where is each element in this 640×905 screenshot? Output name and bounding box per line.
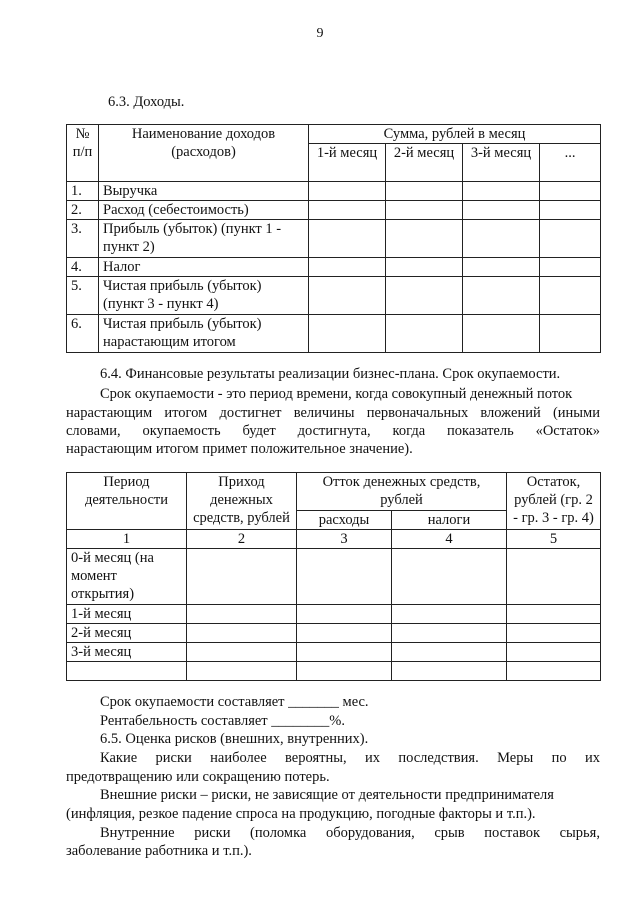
table-row (67, 315, 601, 353)
input-cell[interactable] (187, 549, 297, 605)
header-taxes: налоги (392, 511, 507, 530)
row-number: 2. (67, 201, 99, 220)
input-cell[interactable] (309, 277, 386, 315)
column-number: 1 (67, 530, 187, 549)
table-row (67, 643, 601, 662)
input-cell[interactable] (507, 643, 601, 662)
payback-definition-line-4: нарастающим итогом примет положительное значение). (66, 441, 413, 457)
header-month-1: 1-й месяц (309, 144, 386, 182)
section-6-3-heading: 6.3. Доходы. (108, 94, 185, 110)
header-balance: Остаток, рублей (гр. 2 - гр. 3 - гр. 4) (507, 473, 601, 530)
input-cell[interactable] (297, 643, 392, 662)
input-cell[interactable] (187, 662, 297, 681)
column-number: 5 (507, 530, 601, 549)
row-number: 4. (67, 258, 99, 277)
row-label (67, 662, 187, 681)
cashflow-table (66, 472, 601, 681)
input-cell[interactable] (507, 605, 601, 624)
input-cell[interactable] (463, 277, 540, 315)
payback-definition-line-3: словами, окупаемость будет достигнута, когда показатель «Остаток» (66, 423, 600, 439)
input-cell[interactable] (392, 662, 507, 681)
input-cell[interactable] (392, 624, 507, 643)
input-cell[interactable] (463, 315, 540, 353)
input-cell[interactable] (386, 201, 463, 220)
input-cell[interactable] (297, 624, 392, 643)
profitability-line: Рентабельность составляет ________%. (100, 713, 345, 729)
header-outflow: Отток денежных средств, рублей (297, 473, 507, 511)
row-number: 5. (67, 277, 99, 315)
row-number: 1. (67, 182, 99, 201)
input-cell[interactable] (386, 258, 463, 277)
input-cell[interactable] (297, 662, 392, 681)
table-row (67, 258, 601, 277)
input-cell[interactable] (392, 643, 507, 662)
input-cell[interactable] (540, 182, 601, 201)
row-label: Налог (99, 258, 309, 277)
input-cell[interactable] (540, 258, 601, 277)
input-cell[interactable] (187, 605, 297, 624)
input-cell[interactable] (386, 220, 463, 258)
input-cell[interactable] (507, 624, 601, 643)
column-number: 2 (187, 530, 297, 549)
input-cell[interactable] (309, 220, 386, 258)
table-row (67, 549, 601, 605)
header-month-3: 3-й месяц (463, 144, 540, 182)
input-cell[interactable] (463, 220, 540, 258)
input-cell[interactable] (392, 605, 507, 624)
header-income-name: Наименование доходов (расходов) (99, 125, 309, 182)
row-label: Выручка (99, 182, 309, 201)
input-cell[interactable] (392, 549, 507, 605)
table-row (67, 662, 601, 681)
input-cell[interactable] (309, 315, 386, 353)
input-cell[interactable] (463, 182, 540, 201)
header-sum-per-month: Сумма, рублей в месяц (309, 125, 601, 144)
external-risks-line-1: Внешние риски – риски, не зависящие от деятельности предпринимателя (100, 787, 554, 803)
input-cell[interactable] (297, 605, 392, 624)
row-label: Чистая прибыль (убыток) (пункт 3 - пункт 4) (99, 277, 309, 315)
header-number: № п/п (67, 125, 99, 182)
internal-risks-line-2: заболевание работника и т.п.). (66, 843, 252, 859)
input-cell[interactable] (309, 182, 386, 201)
income-table (66, 124, 601, 353)
input-cell[interactable] (297, 549, 392, 605)
payback-definition-line-2: нарастающим итогом достигнет величины первоначальных вложений (иными (66, 405, 600, 421)
risks-paragraph-line-1: Какие риски наиболее вероятны, их последствия. Меры по их (100, 750, 600, 766)
input-cell[interactable] (309, 201, 386, 220)
header-income: Приход денежных средств, рублей (187, 473, 297, 530)
row-label: 2-й месяц (67, 624, 187, 643)
input-cell[interactable] (540, 277, 601, 315)
header-expenses: расходы (297, 511, 392, 530)
row-label: 3-й месяц (67, 643, 187, 662)
row-label: Прибыль (убыток) (пункт 1 - пункт 2) (99, 220, 309, 258)
input-cell[interactable] (187, 624, 297, 643)
header-month-more: ... (540, 144, 601, 182)
input-cell[interactable] (386, 182, 463, 201)
risks-paragraph-line-2: предотвращению или сокращению потерь. (66, 769, 330, 785)
row-label: 1-й месяц (67, 605, 187, 624)
input-cell[interactable] (187, 643, 297, 662)
header-period: Период деятельности (67, 473, 187, 530)
input-cell[interactable] (540, 201, 601, 220)
table-row (67, 277, 601, 315)
row-number: 6. (67, 315, 99, 353)
input-cell[interactable] (309, 258, 386, 277)
header-month-2: 2-й месяц (386, 144, 463, 182)
table-row (67, 182, 601, 201)
internal-risks-line-1: Внутренние риски (поломка оборудования, срыв поставок сырья, (100, 825, 600, 841)
table-row (67, 220, 601, 258)
payback-period-line: Срок окупаемости составляет _______ мес. (100, 694, 369, 710)
section-6-5-heading: 6.5. Оценка рисков (внешних, внутренних). (100, 731, 369, 747)
input-cell[interactable] (463, 201, 540, 220)
input-cell[interactable] (507, 662, 601, 681)
column-number-row (67, 530, 601, 549)
row-number: 3. (67, 220, 99, 258)
table-row (67, 605, 601, 624)
input-cell[interactable] (540, 315, 601, 353)
column-number: 4 (392, 530, 507, 549)
payback-definition-line-1: Срок окупаемости - это период времени, когда совокупный денежный поток (100, 386, 573, 402)
row-label: Чистая прибыль (убыток) нарастающим итогом (99, 315, 309, 353)
section-6-4-heading: 6.4. Финансовые результаты реализации бизнес-плана. Срок окупаемости. (100, 366, 561, 382)
external-risks-line-2: (инфляция, резкое падение спроса на продукцию, погодные факторы и т.п.). (66, 806, 536, 822)
table-row (67, 624, 601, 643)
input-cell[interactable] (386, 315, 463, 353)
row-label: Расход (себестоимость) (99, 201, 309, 220)
input-cell[interactable] (540, 220, 601, 258)
input-cell[interactable] (507, 549, 601, 605)
row-label: 0-й месяц (на момент открытия) (67, 549, 187, 605)
table-row (67, 201, 601, 220)
page-number: 9 (316, 26, 324, 41)
input-cell[interactable] (386, 277, 463, 315)
column-number: 3 (297, 530, 392, 549)
input-cell[interactable] (463, 258, 540, 277)
